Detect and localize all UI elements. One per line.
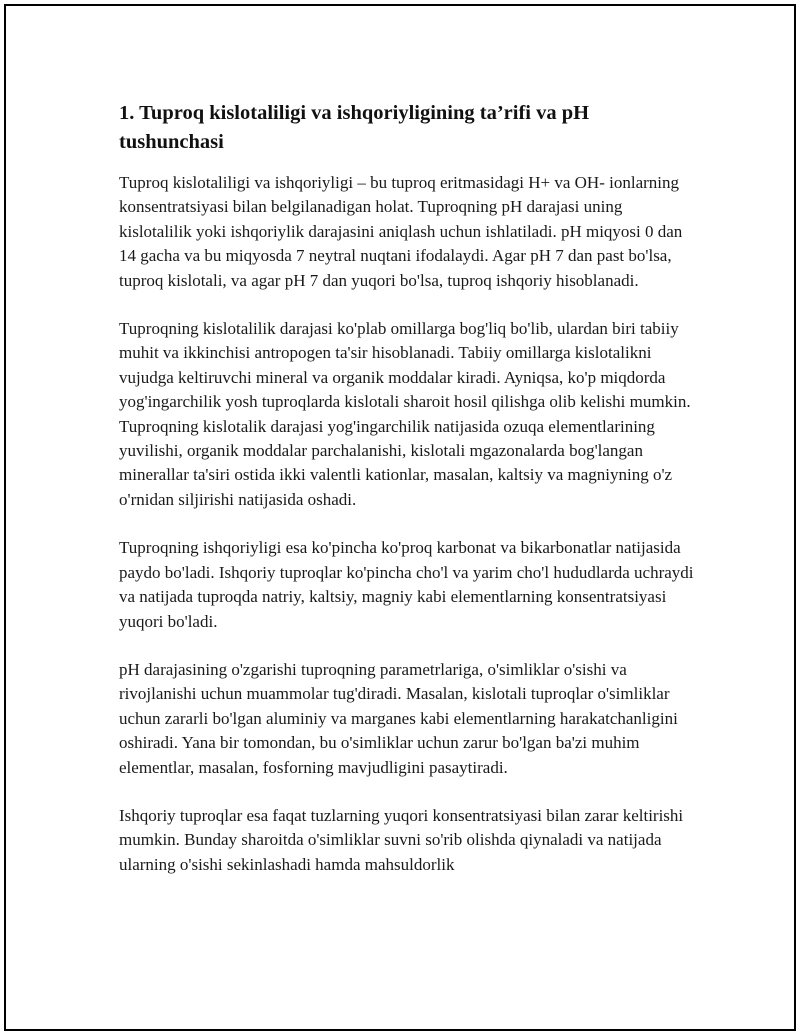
paragraph-5: Ishqoriy tuproqlar esa faqat tuzlarning yuqori konsentratsiyasi bilan zarar keltirishi mumkin. Bunday sharoitda o'simliklar suvni so'rib olishda qiynaladi va natijada ularning o'sishi sekinlashadi hamda mahsuldorlik	[119, 805, 684, 874]
paragraph-4: pH darajasining o'zgarishi tuproqning parametrlariga, o'simliklar o'sishi va rivojlanishi uchun muammolar tug'diradi. Masalan, kislotali tuproqlar o'simliklar uchun zararli bo'lgan aluminiy va marganes kabi elementlarning harakatchanligini oshiradi. Yana bir tomondan, bu o'simliklar uchun zarur bo'lgan ba'zi muhim elementlar, masalan, fosforning mavjudligini pasaytiradi.	[119, 659, 678, 777]
section-heading: 1. Tuproq kislotaliligi va ishqoriyligining ta’rifi va pH tushunchasi	[119, 102, 590, 153]
paragraph-1: Tuproq kislotaliligi va ishqoriyligi – bu tuproq eritmasidagi H+ va OH- ionlarning konsentratsiyasi bilan belgilanadigan holat. Tuproqning pH darajasi uning kislotalilik yoki ishqoriylik darajasini aniqlash uchun ishlatiladi. pH miqyosi 0 dan 14 gacha va bu miqyosda 7 neytral nuqtani ifodalaydi. Agar pH 7 dan past bo'lsa, tuproq kislotali, va agar pH 7 dan yuqori bo'lsa, tuproq ishqoriy hisoblanadi.	[119, 173, 683, 290]
paragraph-2: Tuproqning kislotalilik darajasi ko'plab omillarga bog'liq bo'lib, ulardan biri tabiiy muhit va ikkinchisi antropogen ta'sir hisoblanadi. Tabiiy omillarga kislotalikni vujudga keltiruvchi mineral va organik moddalar kiradi. Ayniqsa, ko'p miqdorda yog'ingarchilik yosh tuproqlarda kislotali sharoit hosil qilishga olib kelishi mumkin. Tuproqning kislotalik darajasi yog'ingarchilik natijasida ozuqa elementlarining yuvilishi, organik moddalar parchalanishi, kislotali mgazonalarda bog'langan minerallar ta'siri ostida ikki valentli kationlar, masalan, kaltsiy va magniyning o'z o'rnidan siljirishi natijasida oshadi.	[119, 319, 691, 509]
document-body	[119, 99, 694, 901]
paragraph-3: Tuproqning ishqoriyligi esa ko'pincha ko'proq karbonat va bikarbonatlar natijasida paydo bo'ladi. Ishqoriy tuproqlar ko'pincha cho'l va yarim cho'l hududlarda uchraydi va natijada tuproqda natriy, kaltsiy, magniy kabi elementlarning konsentratsiyasi yuqori bo'ladi.	[119, 538, 694, 631]
document-page	[4, 4, 796, 1031]
